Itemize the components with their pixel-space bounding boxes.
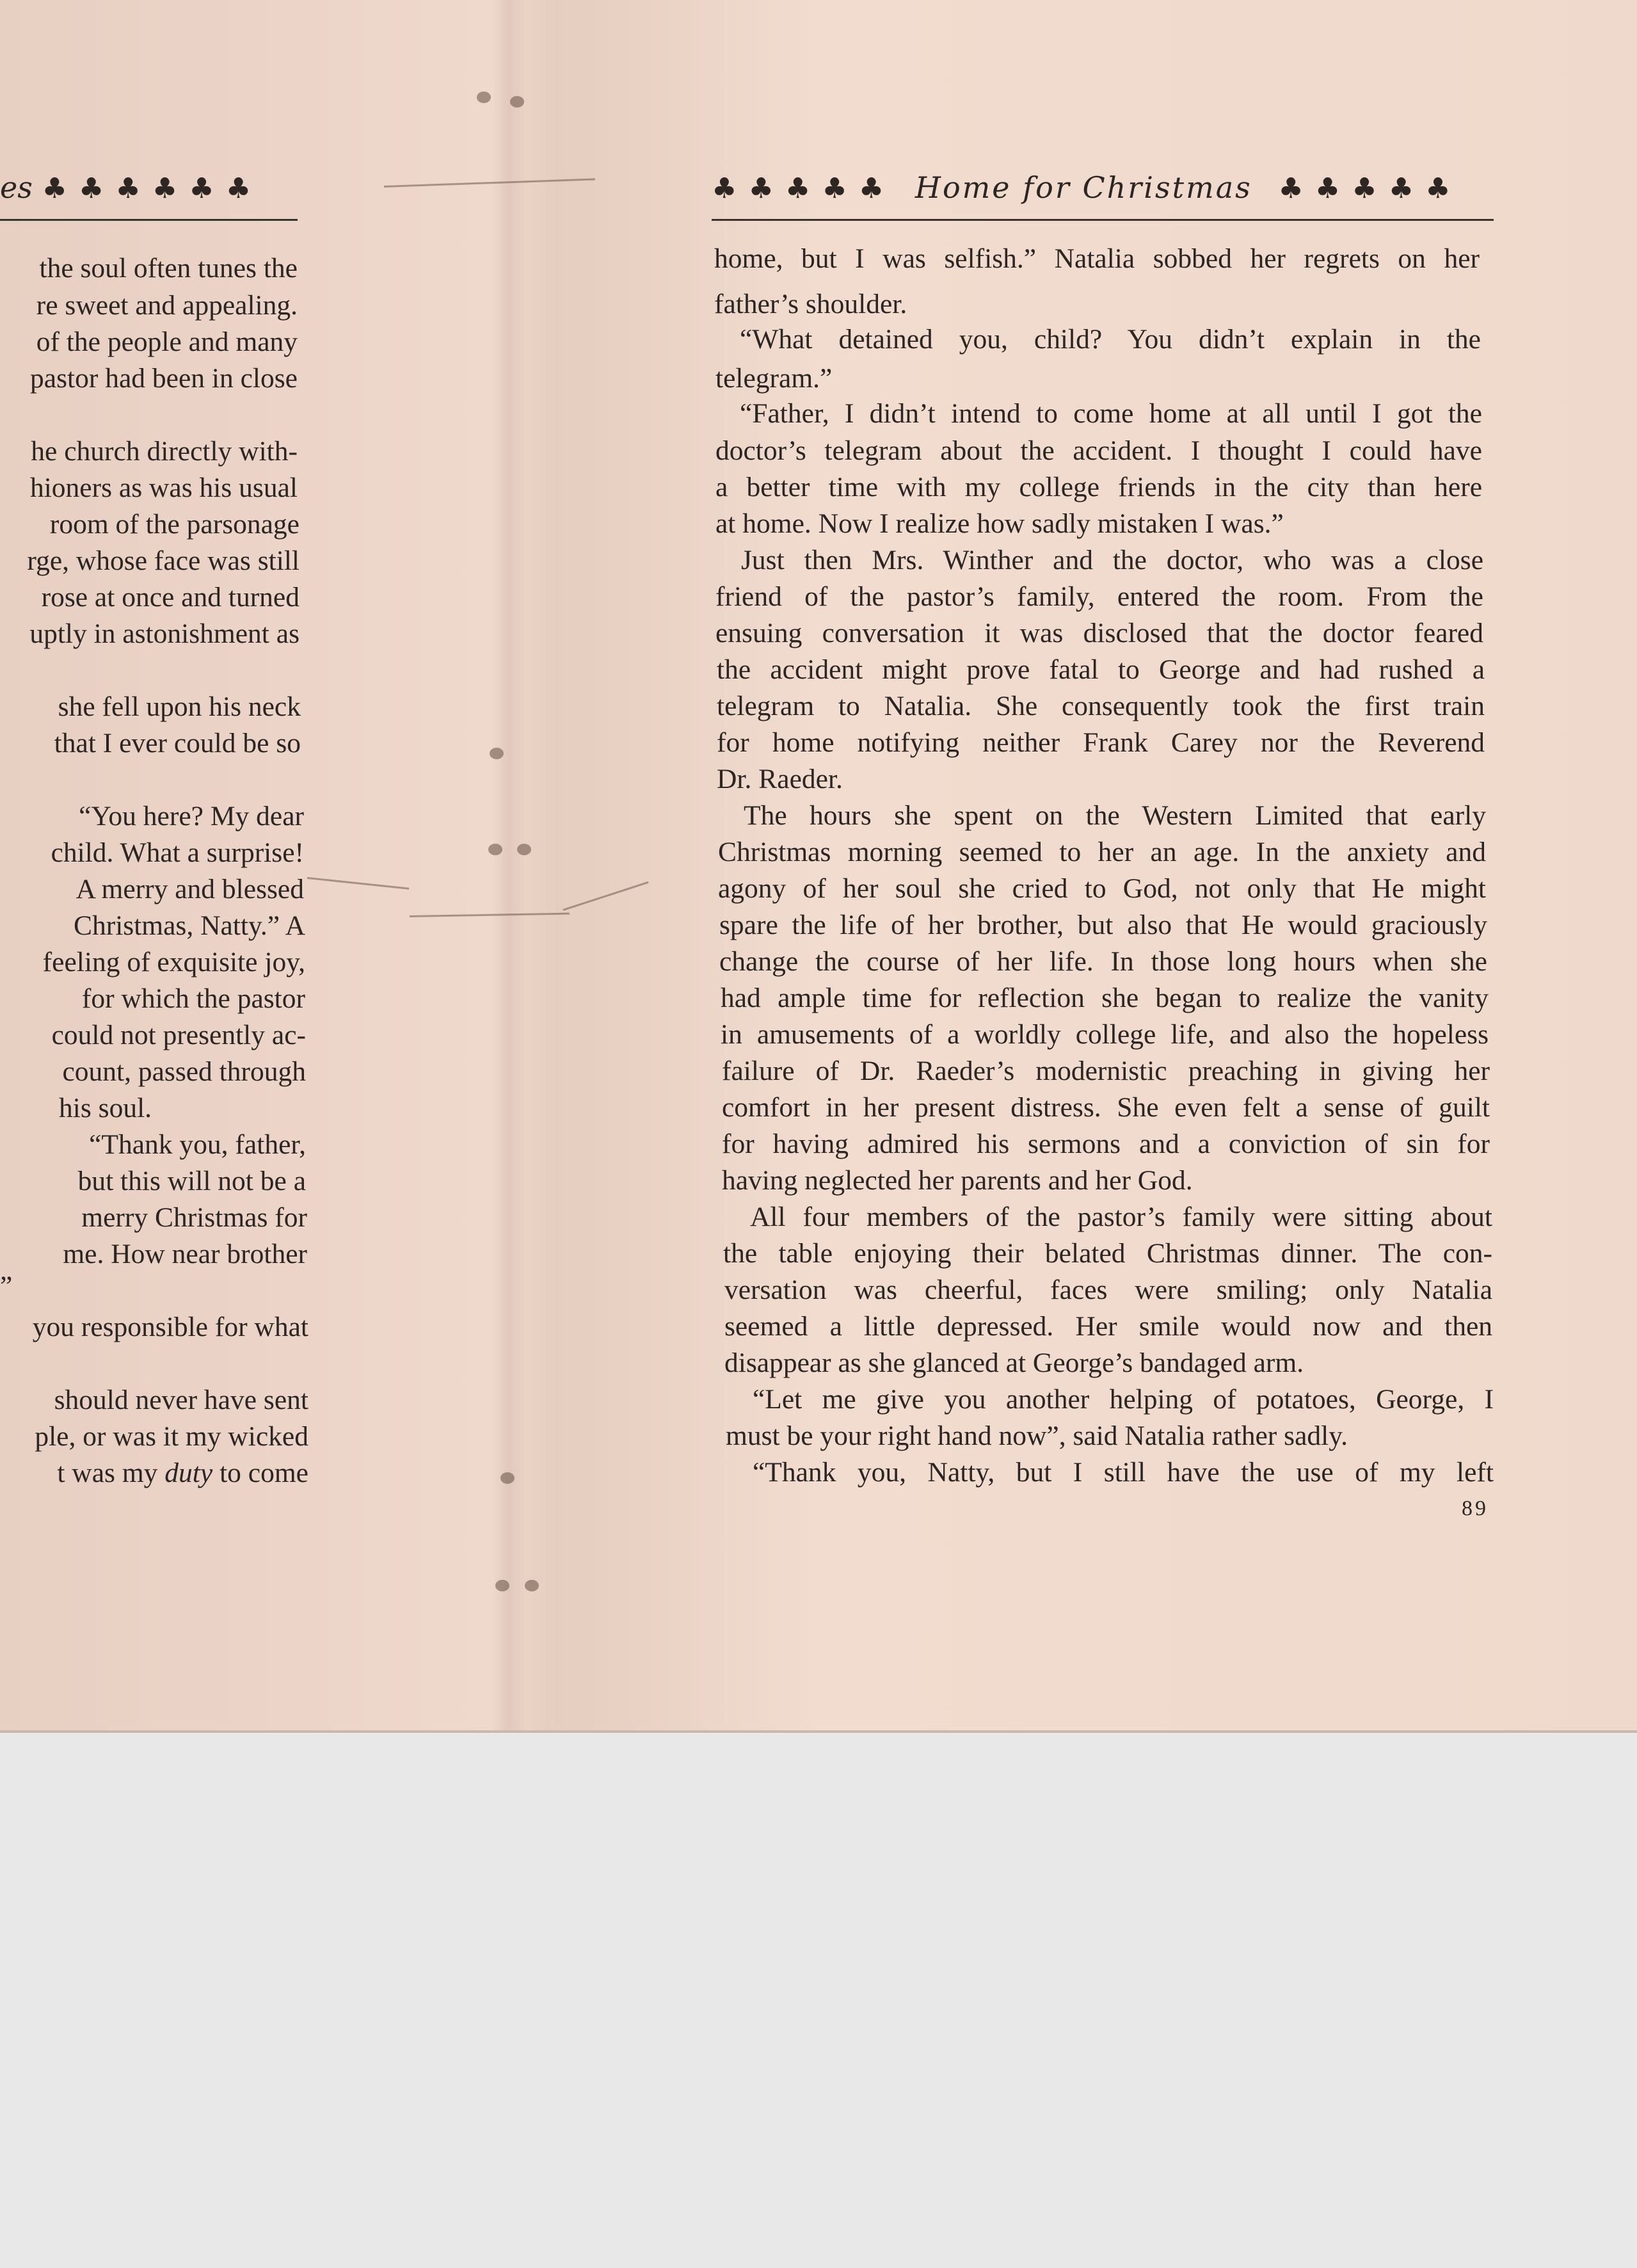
running-head-title: Home for Christmas bbox=[914, 170, 1252, 205]
text-line: seemed a little depressed. Her smile would now and then bbox=[724, 1311, 1492, 1342]
text-line: Dr. Raeder. bbox=[717, 764, 843, 794]
text-line: at home. Now I realize how sadly mistaken I was.” bbox=[715, 508, 1284, 539]
text-line: uptly in astonishment as bbox=[29, 618, 299, 649]
text-line: spare the life of her brother, but also that He would graciously bbox=[719, 910, 1487, 940]
text-line: hioners as was his usual bbox=[29, 472, 298, 503]
decorative-ornaments-right: ♣♣♣♣♣ bbox=[1278, 172, 1462, 205]
text-line: friend of the pastor’s family, entered the room. From the bbox=[715, 581, 1483, 612]
text-line: The hours she spent on the Western Limited that early bbox=[744, 800, 1486, 831]
left-running-head bbox=[0, 168, 298, 221]
text-line: versation was cheerful, faces were smiling; only Natalia bbox=[724, 1275, 1492, 1305]
text-line: failure of Dr. Raeder’s modernistic preaching in giving her bbox=[722, 1056, 1490, 1086]
text-line bbox=[57, 1454, 308, 1492]
text-fragment: to come bbox=[220, 1458, 308, 1488]
text-line: rose at once and turned bbox=[41, 582, 299, 613]
text-line: Just then Mrs. Winther and the doctor, who was a close bbox=[741, 545, 1483, 575]
text-line: for home notifying neither Frank Carey nor the Reverend bbox=[717, 727, 1485, 758]
emphasized-word: duty bbox=[164, 1458, 213, 1488]
paper-crease bbox=[384, 178, 595, 188]
text-line: pastor had been in close bbox=[30, 363, 298, 394]
text-line: “Father, I didn’t intend to come home at all until I got the bbox=[740, 398, 1482, 429]
text-line: for which the pastor bbox=[81, 983, 305, 1014]
text-line: agony of her soul she cried to God, not only that He might bbox=[718, 873, 1486, 904]
text-line: doctor’s telegram about the accident. I thought I could have bbox=[715, 435, 1482, 466]
text-line: having neglected her parents and her God. bbox=[722, 1165, 1193, 1196]
text-line: “Let me give you another helping of potatoes, George, I bbox=[753, 1384, 1494, 1415]
right-running-head bbox=[712, 168, 1494, 221]
text-line: re sweet and appealing. bbox=[36, 290, 298, 321]
text-line: “Thank you, father, bbox=[89, 1129, 306, 1160]
text-line: telegram.” bbox=[715, 363, 833, 394]
text-line: Christmas, Natty.” A bbox=[73, 910, 305, 941]
text-line: for having admired his sermons and a conviction of sin for bbox=[722, 1129, 1490, 1159]
text-line: merry Christmas for bbox=[81, 1202, 307, 1233]
staple-hole bbox=[488, 844, 502, 855]
text-line: the soul often tunes the bbox=[39, 253, 298, 284]
staple-hole bbox=[510, 96, 524, 108]
staple-hole bbox=[477, 92, 491, 103]
text-line: ensuing conversation it was disclosed that the doctor feared bbox=[715, 618, 1483, 648]
scan-edge bbox=[0, 1730, 1637, 1733]
text-line: A merry and blessed bbox=[76, 874, 304, 905]
text-line: rge, whose face was still bbox=[27, 545, 299, 576]
text-line: room of the parsonage bbox=[49, 509, 299, 540]
text-line: you responsible for what bbox=[32, 1312, 308, 1342]
text-fragment: t was my bbox=[57, 1458, 158, 1488]
text-line: “Thank you, Natty, but I still have the use of my left bbox=[753, 1457, 1494, 1488]
text-line: father’s shoulder. bbox=[714, 289, 907, 319]
staple-hole bbox=[525, 1580, 539, 1591]
staple-hole bbox=[495, 1580, 509, 1591]
staple-hole bbox=[490, 748, 504, 759]
text-line: child. What a surprise! bbox=[51, 837, 304, 868]
text-line: the table enjoying their belated Christmas dinner. The con- bbox=[723, 1238, 1492, 1269]
text-line: could not presently ac- bbox=[51, 1020, 306, 1050]
decorative-ornaments: ♣♣♣♣♣♣ bbox=[42, 172, 263, 205]
text-line: “What detained you, child? You didn’t explain in the bbox=[740, 324, 1481, 355]
text-line: home, but I was selfish.” Natalia sobbed her regrets on her bbox=[714, 243, 1480, 274]
text-line: but this will not be a bbox=[77, 1166, 306, 1196]
text-line: comfort in her present distress. She even felt a sense of guilt bbox=[722, 1092, 1490, 1123]
paper-crease bbox=[563, 881, 649, 911]
text-line: of the people and many bbox=[36, 326, 298, 357]
text-line: telegram to Natalia. She consequently took the first train bbox=[717, 691, 1485, 721]
text-line: a better time with my college friends in the city than here bbox=[715, 472, 1482, 503]
text-line: in amusements of a worldly college life, and also the hopeless bbox=[721, 1019, 1489, 1050]
text-line: count, passed through bbox=[62, 1056, 306, 1087]
text-line: Christmas morning seemed to her an age. In the anxiety and bbox=[718, 837, 1486, 867]
text-line: ple, or was it my wicked bbox=[35, 1421, 308, 1452]
staple-hole bbox=[500, 1472, 515, 1484]
text-line: she fell upon his neck bbox=[58, 691, 301, 722]
text-line: “You here? My dear bbox=[79, 801, 304, 832]
paper-crease bbox=[410, 913, 570, 917]
text-line: his soul. bbox=[59, 1093, 152, 1123]
staple-hole bbox=[517, 844, 531, 855]
text-line: change the course of her life. In those long hours when she bbox=[719, 946, 1487, 977]
text-line: should never have sent bbox=[54, 1385, 308, 1415]
text-line: must be your right hand now”, said Natalia rather sadly. bbox=[726, 1420, 1348, 1451]
text-line: had ample time for reflection she began to realize the vanity bbox=[721, 983, 1489, 1013]
running-head-title: es bbox=[0, 170, 33, 205]
text-line: All four members of the pastor’s family were sitting about bbox=[750, 1202, 1492, 1232]
page-number: 89 bbox=[1462, 1497, 1489, 1520]
text-line: that I ever could be so bbox=[54, 728, 301, 759]
decorative-ornaments-left: ♣♣♣♣♣ bbox=[712, 172, 896, 205]
text-line: he church directly with- bbox=[31, 436, 298, 467]
text-line: disappear as she glanced at George’s bandaged arm. bbox=[724, 1347, 1304, 1378]
text-line: the accident might prove fatal to George and had rushed a bbox=[717, 654, 1485, 685]
paper-crease bbox=[307, 877, 409, 890]
text-line: ” bbox=[0, 1271, 13, 1301]
text-line: me. How near brother bbox=[63, 1239, 307, 1269]
text-line: feeling of exquisite joy, bbox=[42, 947, 305, 977]
